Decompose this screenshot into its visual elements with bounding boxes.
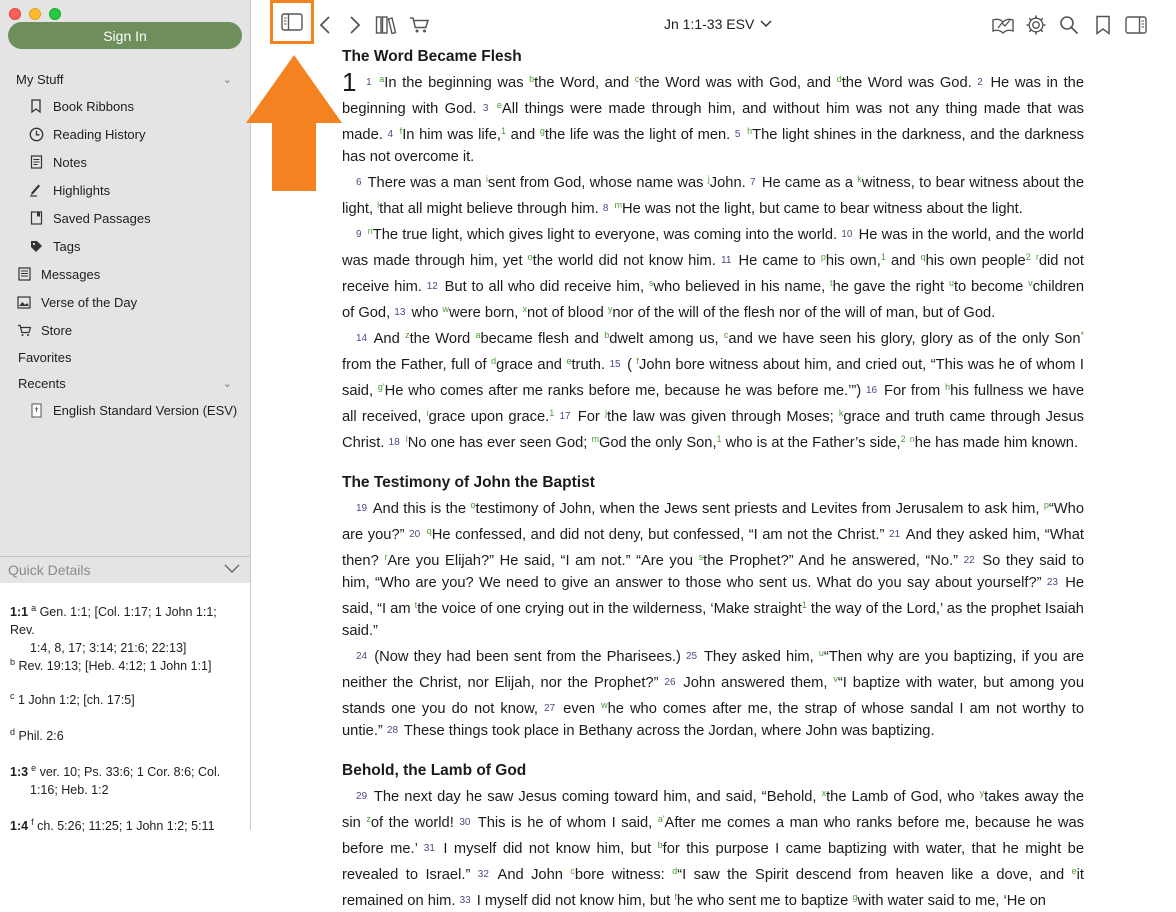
chevron-down-icon[interactable] (224, 561, 240, 577)
passage-paragraph: 1 1 $^a$In the beginning was $^b$the Word, and $^c$the Word was with God, and $^d$the Word was God. 2 He was in the beginning with God. 3 $^e$All things were made through him, and without him was not any thing made that was made. 4 $^f$In him was life,$^1$ and $^g$the life was the light of men. 5 $^h$The light shines in the darkness, and the darkness has not overcome it. (342, 67, 1084, 165)
annotation-arrow (246, 55, 342, 191)
section-heading: The Testimony of John the Baptist (342, 474, 595, 491)
sidebar (0, 0, 251, 834)
sidebar-item-highlights[interactable] (0, 178, 250, 202)
settings-button[interactable] (1023, 12, 1049, 38)
book-icon (28, 402, 44, 418)
library-button[interactable] (373, 12, 399, 38)
sidebar-item-label: Highlights (53, 182, 111, 198)
cross-reference-entry[interactable]: $^c$ 1 John 1:2; [ch. 17:5] (10, 691, 135, 708)
sidebar-item-notes[interactable] (0, 150, 250, 174)
passage-paragraph: 29 The next day he saw Jesus coming toward him, and said, “Behold, $^x$the Lamb of God, who $^y$takes away the sin $^z$of the world! 30 This is he of whom I said, $^{a'}$After me comes a man who ranks before me, because he was before me.’ 31 I myself did not know him, but $^b$for this purpose I came baptizing with water, that he might be revealed to Israel.” 32 And John $^c$bore witness: $^d$“I saw the Spirit descend from heaven like a dove, and $^e$it remained on him. 33 I myself did not know him, but $^f$he who sent me to baptize $^g$with water said to me, ‘He on (342, 788, 1085, 909)
sidebar-item-label: Messages (41, 266, 101, 282)
sidebar-item-store[interactable] (0, 318, 250, 342)
my-stuff-header[interactable] (0, 67, 250, 91)
passage-reference: Jn 1:1-33 ESV (664, 16, 755, 32)
sidebar-item-saved-passages[interactable] (0, 206, 250, 230)
sidebar-item-messages[interactable] (0, 262, 250, 286)
passage-paragraph: 14 And $^z$the Word $^a$became flesh and $^b$dwelt among us, $^c$and we have seen his glory, glory as of the only Son* from the Father, full of $^d$grace and $^e$truth. 15 ( $^f$John bore witness about him, and cried out, “This was he of whom I said, $^{g'}$He who comes after me ranks before me, because he was before me.’”) 16 For from $^h$his fullness we have all received, $^i$grace upon grace.$^1$ 17 For $^j$the law was given through Moses; $^k$grace and truth came through Jesus Christ. 18 $^l$No one has ever seen God; $^m$God the only Son,$^1$ who is at the Father’s side,$^2$ $^n$he has made him known. (342, 330, 1085, 451)
minimize-window-button[interactable] (29, 8, 41, 20)
toggle-inspector-button[interactable] (1123, 12, 1149, 38)
search-icon (1059, 15, 1079, 35)
gear-icon (1025, 14, 1047, 36)
messages-icon (16, 266, 32, 282)
quick-details-title: Quick Details (8, 562, 91, 578)
passage-selector[interactable] (664, 14, 772, 34)
sidebar-icon (281, 13, 303, 31)
bookmark-icon (1095, 15, 1111, 35)
sidebar-item-label: Book Ribbons (53, 98, 134, 114)
cart-icon (409, 16, 431, 34)
passage-paragraph: 6 There was a man $^i$sent from God, whose name was $^j$John. 7 He came as a $^k$witness, to bear witness about the light, $^l$that all might believe through him. 8 $^m$He was not the light, but came to bear witness about the light. (342, 174, 1084, 217)
sidebar-item-favorites[interactable] (0, 345, 250, 369)
sidebar-item-label: Saved Passages (53, 210, 151, 226)
my-stuff-label: My Stuff (16, 71, 64, 87)
quick-details-header[interactable] (0, 557, 250, 583)
passage-paragraph: 19 And this is the $^o$testimony of John, when the Jews sent priests and Levites from Jerusalem to ask him, $^p$“Who are you?” 20 $^q$He confessed, and did not deny, but confessed, “I am not the Christ.” 21 And they asked him, “What then? $^r$Are you Elijah?” He said, “I am not.” “Are you $^s$the Prophet?” And he answered, “No.” 22 So they said to him, “Who are you? We need to give an answer to those who sent us. What do you say about yourself?” 23 He said, “I am $^t$the voice of one crying out in the wilderness, ‘Make straight$^1$ the way of the Lord,’ as the prophet Isaiah said.” (342, 500, 1084, 639)
cross-reference-entry[interactable]: 1:3 $^e$ ver. 10; Ps. 33:6; 1 Cor. 8:6; Col. 1:16; Heb. 1:2 (10, 763, 221, 798)
chevron-down-icon[interactable]: ⌄ (222, 377, 232, 390)
passage-paragraph: 9 $^n$The true light, which gives light to everyone, was coming into the world. 10 He was in the world, and the world was made through him, yet $^o$the world did not know him. 11 He came to $^p$his own,$^1$ and $^q$his own people$^2$ $^r$did not receive him. 12 But to all who did receive him, $^s$who believed in his name, $^t$he gave the right $^u$to become $^v$children of God, 13 who $^w$were born, $^x$not of blood $^y$nor of the will of the flesh nor of the will of man, but of God. (342, 226, 1085, 321)
sidebar-item-label: Reading History (53, 126, 146, 142)
passage-paragraph: 24 (Now they had been sent from the Pharisees.) 25 They asked him, $^u$“Then why are you baptizing, if you are neither the Christ, nor Elijah, nor the Prophet?” 26 John answered them, $^v$“I baptize with water, but among you stands one you do not know, 27 even $^w$he who comes after me, the strap of whose sandal I am not worthy to untie.” 28 These things took place in Bethany across the Jordan, where John was baptizing. (342, 648, 1085, 739)
toolbar (252, 0, 1176, 46)
search-button[interactable] (1056, 12, 1082, 38)
chevron-down-icon[interactable]: ⌄ (222, 73, 232, 86)
chevron-down-icon (760, 20, 772, 28)
recent-item-label: English Standard Version (ESV) (53, 402, 238, 418)
saved-passage-icon (28, 210, 44, 226)
open-book-icon (991, 16, 1015, 34)
note-icon (28, 154, 44, 170)
section-heading: Behold, the Lamb of God (342, 762, 527, 779)
sidebar-item-book-ribbons[interactable] (0, 94, 250, 118)
section-heading: The Word Became Flesh (342, 48, 522, 65)
clock-icon (28, 126, 44, 142)
chevron-left-icon (319, 15, 331, 35)
recents-header[interactable] (0, 371, 250, 395)
back-button[interactable] (312, 12, 338, 38)
cart-icon (16, 322, 32, 338)
recents-label: Recents (18, 375, 66, 391)
sidebar-item-label: Verse of the Day (41, 294, 138, 310)
forward-button[interactable] (342, 12, 368, 38)
reading-pane[interactable] (342, 46, 1085, 909)
right-panel-icon (1125, 16, 1147, 34)
toggle-sidebar-button[interactable] (270, 0, 314, 44)
highlighter-icon (28, 182, 44, 198)
reading-plan-button[interactable] (990, 12, 1016, 38)
close-window-button[interactable] (9, 8, 21, 20)
sidebar-item-verse-of-the-day[interactable] (0, 290, 250, 314)
sidebar-item-label: Tags (53, 238, 81, 254)
recent-item-esv[interactable] (0, 398, 250, 422)
store-button[interactable] (407, 12, 433, 38)
image-icon (16, 294, 32, 310)
bookmark-button[interactable] (1090, 12, 1116, 38)
sidebar-item-label: Notes (53, 154, 87, 170)
sidebar-item-label: Store (41, 322, 73, 338)
quick-details-panel (0, 583, 250, 834)
sidebar-item-tags[interactable] (0, 234, 250, 258)
favorites-label: Favorites (18, 349, 72, 365)
cross-reference-entry[interactable]: 1:1 $^a$ Gen. 1:1; [Col. 1:17; 1 John 1:1; Rev. 1:4, 8, 17; 3:14; 21:6; 22:13] (10, 603, 217, 656)
bookmark-icon (28, 98, 44, 114)
tag-icon (28, 238, 44, 254)
sign-in-button[interactable]: Sign In (8, 22, 242, 49)
cross-reference-entry[interactable]: $^d$ Phil. 2:6 (10, 727, 64, 744)
cross-reference-entry[interactable]: $^b$ Rev. 19:13; [Heb. 4:12; 1 John 1:1] (10, 657, 212, 674)
library-icon (375, 15, 397, 35)
sidebar-item-reading-history[interactable] (0, 122, 250, 146)
cross-reference-entry[interactable]: 1:4 $^f$ ch. 5:26; 11:25; 1 John 1:2; 5:11 (10, 817, 215, 834)
chevron-right-icon (349, 15, 361, 35)
zoom-window-button[interactable] (49, 8, 61, 20)
